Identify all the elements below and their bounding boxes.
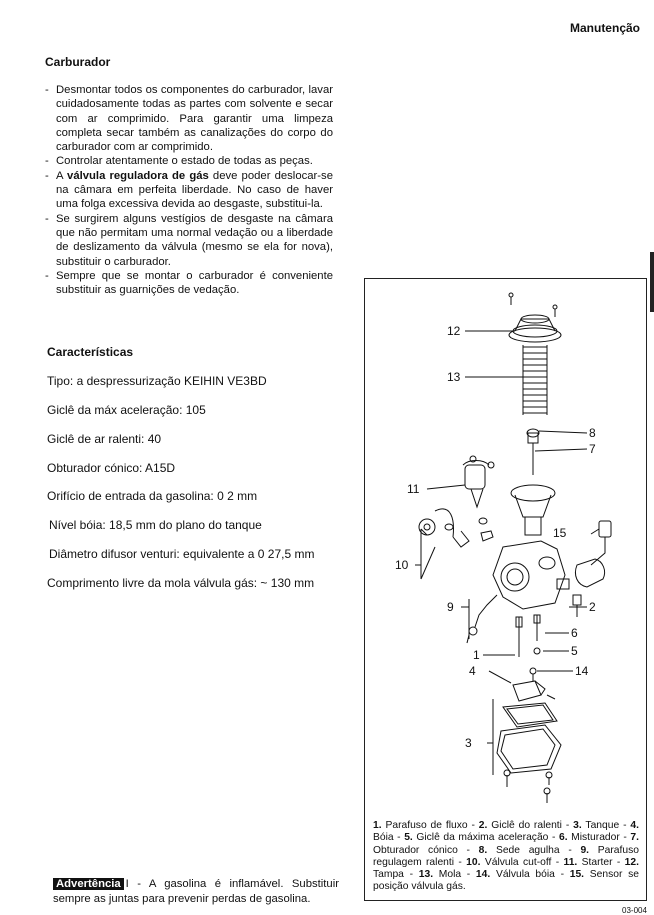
spec-type: Tipo: a despressurização KEIHIN VE3BD xyxy=(47,374,267,388)
page-edge-marker xyxy=(650,252,654,312)
instruction-item: - Sempre que se montar o carburador é conveniente substituir as guarnições de vedação. xyxy=(45,269,333,298)
specs-heading: Características xyxy=(47,345,134,359)
instruction-item: - Controlar atentamente o estado de todas as peças. xyxy=(45,154,333,168)
legend-item: 8. Sede agulha xyxy=(478,844,560,856)
callout-8: 8 xyxy=(589,426,596,440)
legend-item: 2. Giclê do ralenti xyxy=(478,820,562,831)
callout-3: 3 xyxy=(465,736,472,750)
callout-12: 12 xyxy=(447,324,461,338)
callout-4: 4 xyxy=(469,664,476,678)
callout-9: 9 xyxy=(447,600,454,614)
spec-float-level: Nível bóia: 18,5 mm do plano do tanque xyxy=(49,518,262,532)
legend-item: 11. Starter xyxy=(563,856,613,868)
legend-item: 6. Misturador xyxy=(559,832,620,844)
spec-main-jet: Giclê da máx aceleração: 105 xyxy=(47,403,206,417)
emphasis: válvula reguladora de gás xyxy=(67,169,209,182)
carburetor-heading: Carburador xyxy=(45,55,111,69)
warning-text: I - A gasolina é inflamável. Substituir sempre as juntas para prevenir perdas de gasolina. xyxy=(53,878,339,905)
legend-item: 1. Parafuso de fluxo xyxy=(373,820,468,831)
section-header: Manutenção xyxy=(569,21,640,35)
figure-legend: 1. Parafuso de fluxo - 2. Giclê do ralenti - 3. Tanque - 4. Bóia - 5. Giclê da máxima aceleração - 6. Misturador - 7. Obturador cónico - 8. Sede agulha - 9. Parafuso regulagem ralenti - 10. Válvula cut-off - 11. Starter - 12. Tampa - 13. Mola - 14. Válvula bóia - 15. Sensor se posição válvula gás. xyxy=(373,820,639,893)
warning-badge: Advertência xyxy=(53,878,124,890)
instruction-item: - Desmontar todos os componentes do carburador, lavar cuidadosamente todas as partes com solvente e secar com ar comprimido. Para garantir uma limpeza completa secar também as canalizações do corpo do carburador com ar comprimido. xyxy=(45,83,333,154)
callout-1: 1 xyxy=(473,648,480,662)
legend-item: 12. Tampa xyxy=(373,856,639,881)
legend-item: 7. Obturador cónico xyxy=(373,832,639,856)
carburetor-instructions xyxy=(45,83,333,297)
legend-item: 13. Mola xyxy=(418,869,462,881)
spec-spring-length: Comprimento livre da mola válvula gás: ~ 130 mm xyxy=(47,576,315,590)
spec-needle: Obturador cónico: A15D xyxy=(47,461,176,475)
warning-note xyxy=(53,877,339,907)
callout-2: 2 xyxy=(589,600,596,614)
legend-item: 15. Sensor se posição válvula gás. xyxy=(373,869,639,893)
callout-10: 10 xyxy=(395,558,409,572)
spec-idle-air-jet: Giclê de ar ralenti: 40 xyxy=(47,432,162,446)
legend-item: 14. Válvula bóia xyxy=(475,869,555,881)
callout-13: 13 xyxy=(447,370,461,384)
legend-item: 9. Parafuso regulagem ralenti xyxy=(373,844,639,868)
instruction-item: - Se surgirem alguns vestígios de desgaste na câmara que não permitam uma normal vedação ou a liberdade de deslizamento da válvula (mesmo se ela for nova), substituir o carburador. xyxy=(45,212,333,269)
spec-fuel-inlet: Orifício de entrada da gasolina: 0 2 mm xyxy=(47,489,258,503)
callout-14: 14 xyxy=(575,664,589,678)
callout-5: 5 xyxy=(571,644,578,658)
exploded-view-drawing xyxy=(365,279,646,819)
legend-item: 5. Giclê da máxima aceleração xyxy=(404,832,549,844)
callout-6: 6 xyxy=(571,626,578,640)
spec-venturi: Diâmetro difusor venturi: equivalente a 0 27,5 mm xyxy=(49,547,315,561)
figure-number: 03-004 xyxy=(622,906,647,915)
callout-7: 7 xyxy=(589,442,596,456)
legend-item: 4. Bóia xyxy=(373,820,639,844)
callout-15: 15 xyxy=(553,526,567,540)
legend-item: 3. Tanque xyxy=(573,820,620,831)
instruction-item: - A válvula reguladora de gás deve poder deslocar-se na câmara em perfeita liberdade. No caso de haver uma folga excessiva devida ao desgaste, substitui-la. xyxy=(45,169,333,212)
carburetor-exploded-figure xyxy=(364,278,647,901)
legend-item: 10. Válvula cut-off xyxy=(466,856,552,868)
callout-11: 11 xyxy=(407,482,420,496)
